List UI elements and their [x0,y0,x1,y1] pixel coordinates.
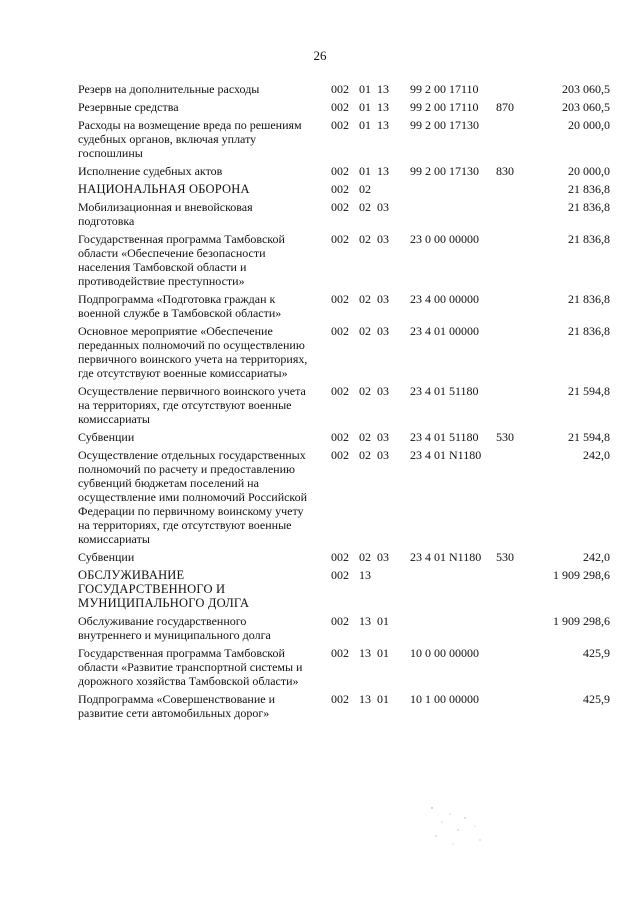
amount: 1 909 298,6 [553,568,610,582]
target-article-code: 23 4 01 N1180 [410,550,482,564]
subsection-code: 13 [377,118,389,132]
subsection-code: 01 [377,646,389,660]
table-row [0,614,640,642]
section-code: 02 [359,232,371,246]
amount: 20 000,0 [568,164,610,178]
subsection-code: 01 [377,614,389,628]
subsection-code: 03 [377,448,389,462]
amount: 203 060,5 [562,100,610,114]
section-code: 13 [359,568,371,582]
row-name: ОБСЛУЖИВАНИЕ ГОСУДАРСТВЕННОГО И МУНИЦИПАЛЬНОГО ДОЛГА [78,568,250,610]
row-name: Подпрограмма «Совершенствование и развитие сети автомобильных дорог» [78,692,276,720]
section-code: 02 [359,292,371,306]
amount: 21 594,8 [568,430,610,444]
target-article-code: 23 4 00 00000 [410,292,479,306]
table-row [0,384,640,426]
section-code: 02 [359,448,371,462]
amount: 21 836,8 [568,324,610,338]
row-name: Обслуживание государственного внутреннего и муниципального долга [78,614,271,642]
subsection-code: 13 [377,164,389,178]
row-name: Осуществление отдельных государственных полномочий по расчету и предоставлению субвенций бюджетам поселений на осуществление ими полномочий Российской Федерации по первичному воинскому учету на территориях, где отсутствуют военные комиссариаты [78,448,308,546]
ved-code: 002 [331,430,349,444]
ved-code: 002 [331,550,349,564]
row-name: Резерв на дополнительные расходы [78,82,260,96]
section-code: 02 [359,430,371,444]
amount: 425,9 [583,646,610,660]
table-row [0,646,640,688]
section-code: 02 [359,384,371,398]
ved-code: 002 [331,292,349,306]
subsection-code: 03 [377,200,389,214]
target-article-code: 99 2 00 17110 [410,100,479,114]
subsection-code: 13 [377,82,389,96]
subsection-code: 01 [377,692,389,706]
amount: 203 060,5 [562,82,610,96]
ved-code: 002 [331,646,349,660]
target-article-code: 99 2 00 17130 [410,118,479,132]
row-name: Основное мероприятие «Обеспечение переданных полномочий по осуществлению первичного воинского учета на территориях, где отсутствуют военные комиссариаты» [78,324,308,380]
table-row [0,430,640,444]
subsection-code: 03 [377,292,389,306]
table-row [0,182,640,196]
subsection-code: 03 [377,232,389,246]
section-code: 13 [359,692,371,706]
target-article-code: 23 4 01 51180 [410,384,479,398]
section-code: 02 [359,182,371,196]
target-article-code: 23 4 01 00000 [410,324,479,338]
row-name: Резервные средства [78,100,179,114]
row-name: Государственная программа Тамбовской области «Развитие транспортной системы и дорожного хозяйства Тамбовской области» [78,646,303,688]
subsection-code: 03 [377,384,389,398]
amount: 21 836,8 [568,182,610,196]
row-name: Осуществление первичного воинского учета на территориях, где отсутствуют военные комиссариаты [78,384,306,426]
ved-code: 002 [331,448,349,462]
table-row [0,568,640,610]
section-code: 01 [359,118,371,132]
ved-code: 002 [331,568,349,582]
row-name: Исполнение судебных актов [78,164,223,178]
ved-code: 002 [331,182,349,196]
target-article-code: 10 1 00 00000 [410,692,479,706]
target-article-code: 99 2 00 17130 [410,164,479,178]
section-code: 13 [359,646,371,660]
amount: 20 000,0 [568,118,610,132]
target-article-code: 23 4 01 51180 [410,430,479,444]
target-article-code: 23 0 00 00000 [410,232,479,246]
ved-code: 002 [331,100,349,114]
table-row [0,692,640,720]
section-code: 01 [359,164,371,178]
section-code: 01 [359,100,371,114]
table-row [0,164,640,178]
ved-code: 002 [331,614,349,628]
section-code: 02 [359,200,371,214]
amount: 425,9 [583,692,610,706]
ved-code: 002 [331,164,349,178]
row-name: Субвенции [78,550,135,564]
section-code: 13 [359,614,371,628]
subsection-code: 13 [377,100,389,114]
section-code: 01 [359,82,371,96]
section-code: 02 [359,324,371,338]
expense-type-code: 830 [496,164,514,178]
subsection-code: 03 [377,430,389,444]
subsection-code: 03 [377,550,389,564]
subsection-code: 03 [377,324,389,338]
target-article-code: 10 0 00 00000 [410,646,479,660]
ved-code: 002 [331,324,349,338]
target-article-code: 23 4 01 N1180 [410,448,482,462]
expense-type-code: 530 [496,550,514,564]
table-row [0,118,640,160]
expense-type-code: 870 [496,100,514,114]
table-row [0,324,640,380]
table-row [0,200,640,228]
table-row [0,82,640,96]
amount: 21 594,8 [568,384,610,398]
amount: 1 909 298,6 [553,614,610,628]
page-number: 26 [313,48,327,63]
table-row [0,292,640,320]
table-row [0,100,640,114]
ved-code: 002 [331,82,349,96]
amount: 21 836,8 [568,292,610,306]
ved-code: 002 [331,384,349,398]
target-article-code: 99 2 00 17110 [410,82,479,96]
table-row [0,550,640,564]
ved-code: 002 [331,232,349,246]
section-code: 02 [359,550,371,564]
row-name: НАЦИОНАЛЬНАЯ ОБОРОНА [78,182,250,196]
table-row [0,232,640,288]
row-name: Мобилизационная и вневойсковая подготовка [78,200,253,228]
amount: 21 836,8 [568,232,610,246]
row-name: Подпрограмма «Подготовка граждан к военной службе в Тамбовской области» [78,292,282,320]
scan-artifact [420,800,500,850]
table-row [0,448,640,546]
row-name: Расходы на возмещение вреда по решениям судебных органов, включая уплату госпошлины [78,118,302,160]
expense-type-code: 530 [496,430,514,444]
row-name: Субвенции [78,430,135,444]
ved-code: 002 [331,692,349,706]
amount: 21 836,8 [568,200,610,214]
row-name: Государственная программа Тамбовской области «Обеспечение безопасности населения Тамбовской области и противодействие преступности» [78,232,285,288]
amount: 242,0 [583,448,610,462]
ved-code: 002 [331,118,349,132]
amount: 242,0 [583,550,610,564]
ved-code: 002 [331,200,349,214]
budget-table [0,82,640,724]
